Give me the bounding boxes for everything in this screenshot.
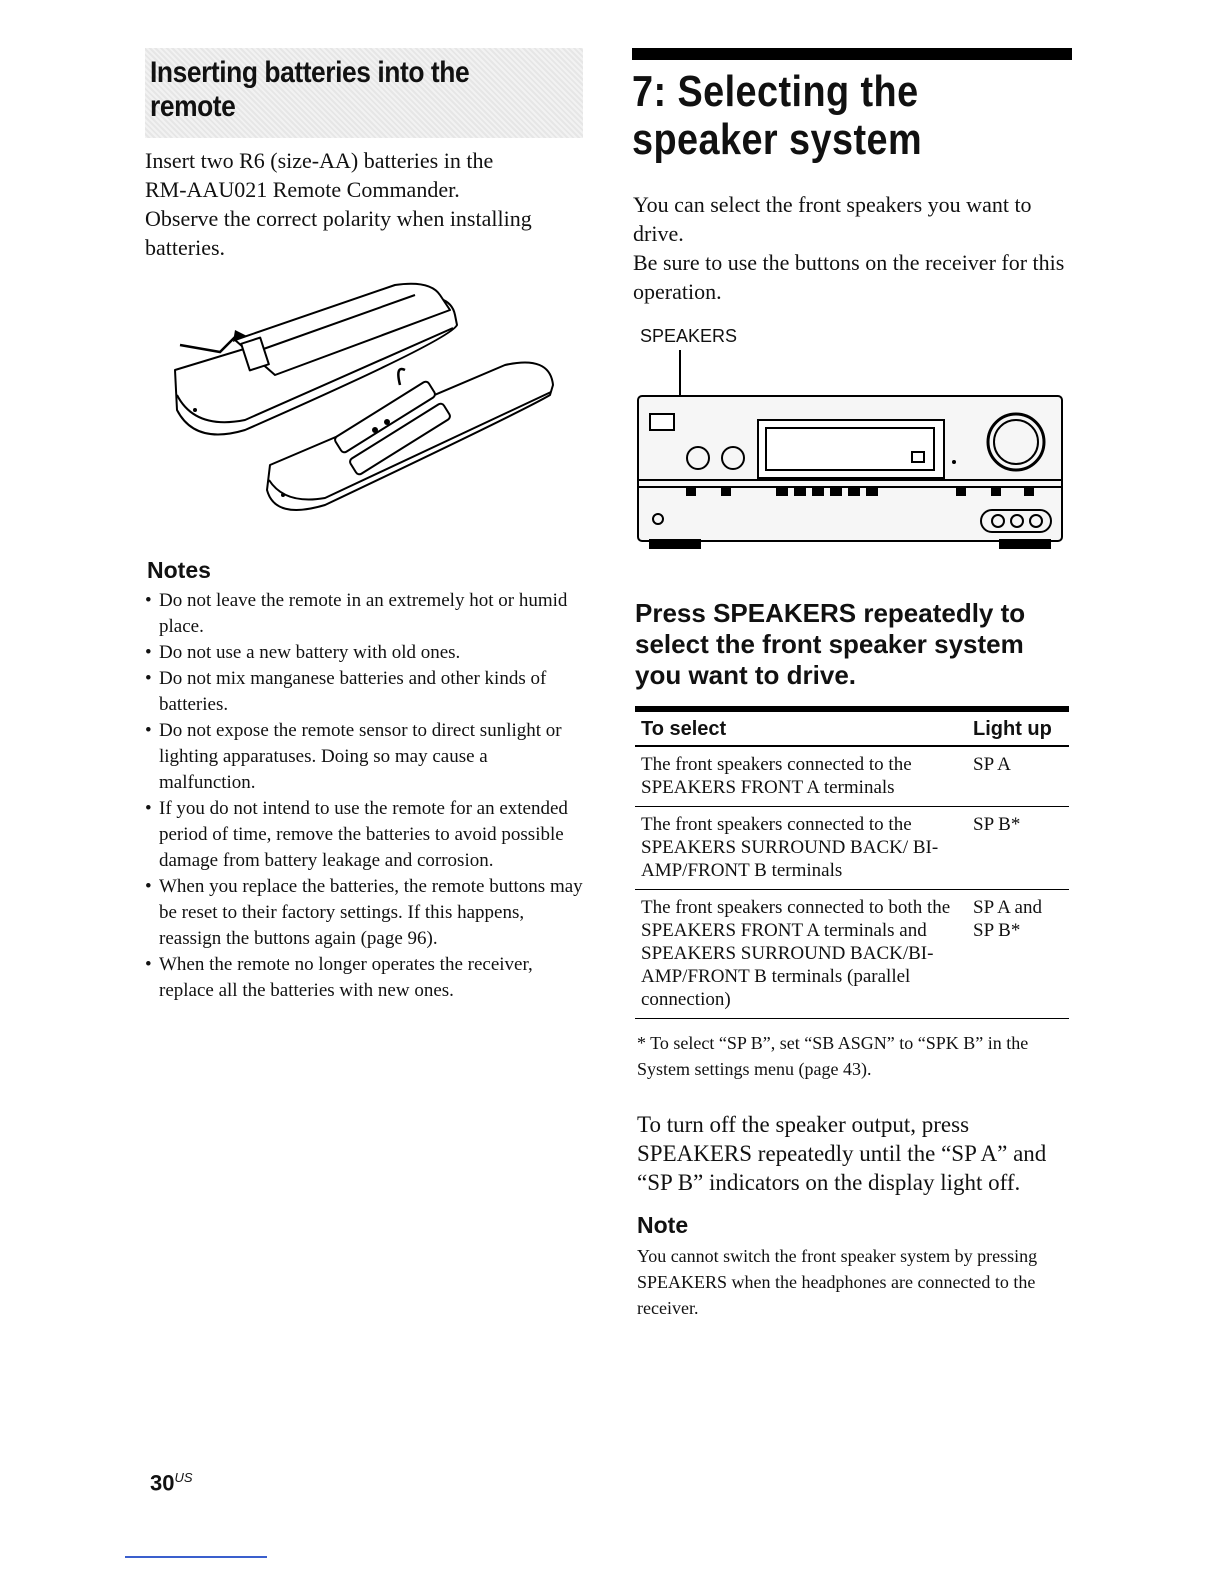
note-item: • When you replace the batteries, the remote buttons may be reset to their factory settings. If this happens, reassign the buttons again (page 96).: [145, 874, 585, 952]
page-title: 7: Selecting the speaker system: [632, 67, 923, 164]
table-row: [635, 807, 1069, 890]
page-number: [150, 1470, 193, 1496]
page-number-value: 30: [150, 1470, 175, 1496]
table-footnote: * To select “SP B”, set “SB ASGN” to “SPK B” in the System settings menu (page 43).: [637, 1033, 1029, 1079]
table-cell: SP A: [967, 746, 1069, 807]
column-header: To select: [635, 709, 967, 746]
note-item: • Do not mix manganese batteries and other kinds of batteries.: [145, 666, 585, 718]
table-cell: The front speakers connected to the SPEAKERS FRONT A terminals: [635, 746, 967, 807]
note-item: • When the remote no longer operates the receiver, replace all the batteries with new ones.: [145, 952, 585, 1004]
intro-line: Observe the correct polarity when installing: [145, 206, 532, 231]
intro-line: RM-AAU021 Remote Commander.: [145, 177, 460, 202]
figure-label: SPEAKERS: [640, 326, 738, 346]
table-row: [635, 890, 1069, 1019]
step-heading: Press SPEAKERS repeatedly to select the front speaker system you want to drive.: [635, 598, 1026, 690]
notes-list: [145, 588, 585, 1004]
table-cell: SP B*: [967, 807, 1069, 890]
title-rule: [632, 48, 1072, 60]
battery-intro: [145, 146, 585, 262]
table-cell: The front speakers connected to both the SPEAKERS FRONT A terminals and SPEAKERS SURROUND BACK/BI-AMP/FRONT B terminals (parallel connection): [635, 890, 967, 1019]
intro-line: batteries.: [145, 235, 226, 260]
speaker-selection-table: [635, 706, 1069, 1019]
note-item: • If you do not intend to use the remote for an extended period of time, remove the batteries to avoid possible damage from battery leakage and corrosion.: [145, 796, 585, 874]
receiver-front-panel-illustration: [636, 350, 1066, 552]
table-header-row: [635, 709, 1069, 746]
table-row: [635, 746, 1069, 807]
note-item: • Do not leave the remote in an extremely hot or humid place.: [145, 588, 585, 640]
note-item: • Do not expose the remote sensor to direct sunlight or lighting apparatuses. Doing so may cause a malfunction.: [145, 718, 585, 796]
notes-heading: Notes: [147, 557, 211, 583]
turn-off-instruction: To turn off the speaker output, press SPEAKERS repeatedly until the “SP A” and “SP B” indicators on the display light off.: [637, 1112, 1047, 1195]
speaker-intro: [633, 190, 1073, 306]
intro-line: Insert two R6 (size-AA) batteries in the: [145, 148, 494, 173]
table-cell: SP A and SP B*: [967, 890, 1069, 1019]
section-title: Inserting batteries into the remote: [150, 56, 470, 123]
intro-line: You can select the front speakers you want to drive.: [633, 192, 1032, 246]
page-region-suffix: US: [174, 1470, 193, 1485]
table-cell: The front speakers connected to the SPEAKERS SURROUND BACK/ BI-AMP/FRONT B terminals: [635, 807, 967, 890]
remote-battery-illustration: [165, 280, 565, 520]
note-item: • Do not use a new battery with old ones.: [145, 640, 585, 666]
intro-line: Be sure to use the buttons on the receiver for this operation.: [633, 250, 1065, 304]
column-header: Light up: [967, 709, 1069, 746]
note-text: You cannot switch the front speaker system by pressing SPEAKERS when the headphones are connected to the receiver.: [637, 1246, 1038, 1318]
note-heading: Note: [637, 1212, 689, 1238]
footer-rule: [125, 1556, 267, 1558]
